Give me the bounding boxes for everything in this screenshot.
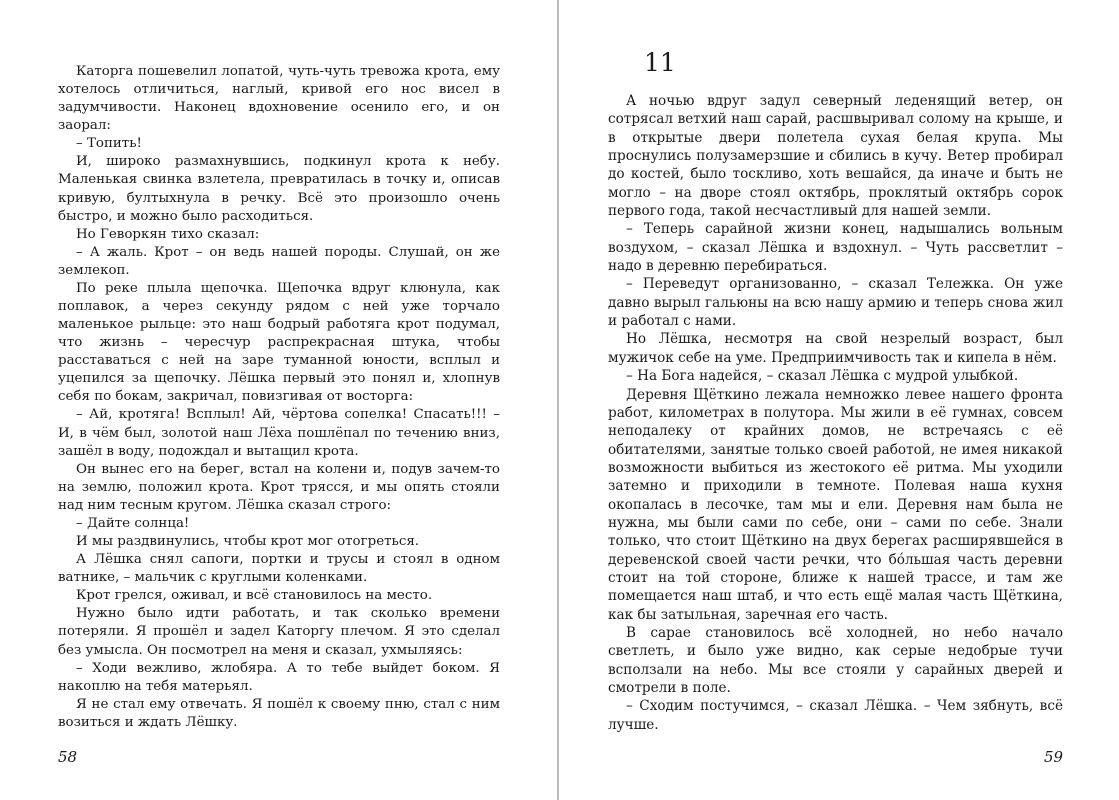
paragraph: А Лёшка снял сапоги, портки и трусы и стоял в одном ватнике, – мальчик с круглыми коленками. bbox=[58, 552, 500, 586]
paragraph: Но Лёшка, несмотря на свой незрелый возраст, был мужичок себе на уме. Предприимчивость так и кипела в нём. bbox=[608, 331, 1063, 366]
paragraph: Он вынес его на берег, встал на колени и, подув зачем-то на землю, положил крота. Крот трясся, и мы опять стояли над ним тесным кругом. Лёшка сказал строго: bbox=[58, 461, 500, 513]
paragraph: И, широко размахнувшись, подкинул крота к небу. Маленькая свинка взлетела, превратилась в точку и, описав кривую, бултыхнула в речку. Всё это произошло очень быстро, и можно было расходиться. bbox=[58, 154, 500, 224]
book-spine-divider bbox=[557, 0, 559, 800]
paragraph: – Топить! bbox=[76, 136, 142, 152]
paragraph: Нужно было идти работать, и так сколько времени потеряли. Я прошёл и задел Каторгу плечом. Я это сделал без умысла. Он посмотрел на меня и сказал, ухмыляясь: bbox=[58, 606, 500, 658]
paragraph: – А жаль. Крот – он ведь нашей породы. Слушай, он же землекоп. bbox=[58, 244, 500, 278]
paragraph: Каторга пошевелил лопатой, чуть-чуть тревожа крота, ему хотелось отличиться, наглый, кривой его нос висел в задумчивости. Наконец вдохновение осенило его, и он заорал: bbox=[58, 64, 500, 134]
paragraph: – Дайте солнца! bbox=[76, 515, 190, 531]
left-page bbox=[0, 0, 553, 800]
paragraph: – Ай, кротяга! Всплыл! Ай, чёртова сопелка! Спасать!!! – И, в чём был, золотой наш Лёха пошлёпал по течению вниз, зашёл в воду, подождал и вытащил крота. bbox=[58, 407, 500, 459]
page-number: 59 bbox=[1044, 748, 1064, 766]
paragraph: – На Бога надейся, – сказал Лёшка с мудрой улыбкой. bbox=[626, 368, 1019, 385]
paragraph: Деревня Щёткино лежала немножко левее нашего фронта работ, километрах в полутора. Мы жили в её гумнах, совсем неподалеку от крайних домов, не встречаясь с её обитателями, занятые только своей работой, не имея никакой возможности выбиться из жестокого её ритма. Мы уходили затемно и приходили в темноте. Полевая наша кухня окопалась в лесочке, там мы и ели. Деревня нам была не нужна, мы были сами по себе, они – сами по себе. Знали только, что стоит Щёткино на двух берегах расширявшейся в деревенской своей части речки, что бóльшая часть деревни стоит на той стороне, ближе к нашей трассе, и там же помещается наш штаб, и что есть ещё малая часть Щёткина, как бы затыльная, заречная его часть. bbox=[608, 386, 1063, 623]
paragraph: По реке плыла щепочка. Щепочка вдруг клюнула, как поплавок, а через секунду рядом с ней уже торчало маленькое рыльце: это наш бодрый работяга крот подумал, что жизнь – чересчур распрекрасная штука, чтобы расставаться с ней на заре туманной юности, всплыл и уцепился за щепочку. Лёшка первый это понял и, хлопнув себя по бокам, закричал, повизгивая от восторга: bbox=[58, 280, 500, 405]
paragraph: В сарае становилось всё холодней, но небо начало светлеть, и было уже видно, как серые недобрые тучи всползали на небо. Мы все стояли у сарайных дверей и смотрели в поле. bbox=[608, 624, 1063, 696]
left-page-text bbox=[58, 63, 500, 732]
right-page-text bbox=[608, 92, 1063, 734]
paragraph: И мы раздвинулись, чтобы крот мог отогреться. bbox=[76, 534, 420, 550]
right-page bbox=[566, 0, 1119, 800]
page-number: 58 bbox=[58, 748, 78, 766]
paragraph: – Ходи вежливо, жлобяра. А то тебе выйдет боком. Я накоплю на тебя матерьял. bbox=[58, 660, 500, 694]
paragraph: Но Геворкян тихо сказал: bbox=[76, 226, 260, 242]
paragraph: Крот грелся, оживал, и всё становилось на место. bbox=[76, 588, 433, 604]
paragraph: А ночью вдруг задул северный леденящий ветер, он сотрясал ветхий наш сарай, расшвыривал солому на крыше, и в открытые двери полетела сухая белая крупа. Мы проснулись полузамерзшие и сбились в кучу. Ветер пробирал до костей, было тоскливо, хоть вешайся, да иначе и быть не могло – на дворе стоял октябрь, проклятый октябрь сорок первого года, такой несчастливый для нашей земли. bbox=[608, 93, 1063, 220]
paragraph: – Переведут организованно, – сказал Тележка. Он уже давно вырыл гальюны на всю нашу армию и теперь снова жил и работал с нами. bbox=[608, 276, 1063, 330]
paragraph: – Теперь сарайной жизни конец, надышались вольным воздухом, – сказал Лёшка и вздохнул. – Чуть рассветлит – надо в деревню перебираться. bbox=[608, 221, 1063, 275]
chapter-number: 11 bbox=[644, 48, 676, 77]
paragraph: – Сходим постучимся, – сказал Лёшка. – Чем зябнуть, всё лучше. bbox=[608, 698, 1063, 733]
paragraph: Я не стал ему отвечать. Я пошёл к своему пню, стал с ним возиться и ждать Лёшку. bbox=[58, 696, 500, 730]
